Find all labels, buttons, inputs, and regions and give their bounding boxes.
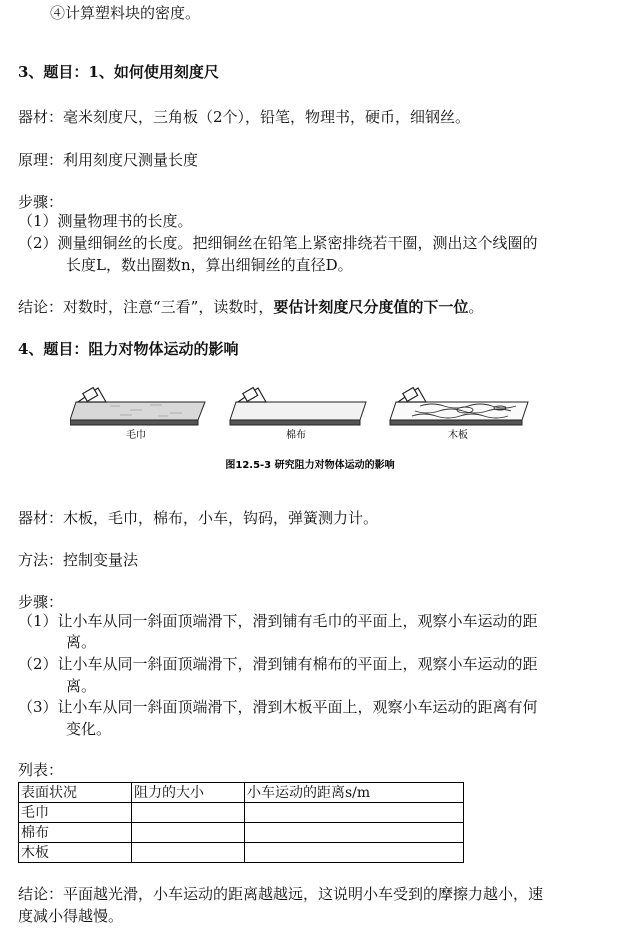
section-4-step-3: （3）让小车从同一斜面顶端滑下，滑到木板平面上，观察小车运动的距离有何 xyxy=(18,698,538,716)
section-3-step-2-cont: 长度L，数出圈数n，算出细铜丝的直径D。 xyxy=(66,256,353,274)
section-3-step-1: （1）测量物理书的长度。 xyxy=(18,212,193,230)
section-4-method: 方法：控制变量法 xyxy=(18,551,139,569)
row-cotton-resistance xyxy=(132,823,245,843)
conclusion-emphasis: 要估计刻度尺分度值的下一位 xyxy=(273,298,469,316)
section-4-equipment: 器材：木板，毛巾，棉布，小车，钩码，弹簧测力计。 xyxy=(18,509,379,527)
row-wood-resistance xyxy=(132,843,245,863)
section-4-step-2-cont: 离。 xyxy=(66,677,97,695)
label-wood: 木板 xyxy=(448,430,468,441)
table-header-row xyxy=(19,783,464,803)
header-resistance: 阻力的大小 xyxy=(132,783,245,803)
board-cotton xyxy=(230,388,366,425)
section-4-step-1-cont: 离。 xyxy=(66,633,97,651)
section-4-heading: 4、题目：阻力对物体运动的影响 xyxy=(18,340,239,358)
row-wood-distance xyxy=(245,843,464,863)
section-4-conclusion: 结论：平面越光滑，小车运动的距离越越远，这说明小车受到的摩擦力越小，速 xyxy=(18,885,544,903)
row-towel-surface: 毛巾 xyxy=(19,803,132,823)
table-row xyxy=(19,803,464,823)
section-4-conclusion-cont: 度减小得越慢。 xyxy=(18,907,124,925)
section-3-steps-label: 步骤： xyxy=(18,193,64,211)
table-label: 列表： xyxy=(18,761,64,779)
figure-caption: 图12.5-3 研究阻力对物体运动的影响 xyxy=(225,460,395,471)
row-cotton-distance xyxy=(245,823,464,843)
header-distance: 小车运动的距离s/m xyxy=(245,783,464,803)
section-3-heading: 3、题目：1、如何使用刻度尺 xyxy=(18,63,219,81)
header-surface: 表面状况 xyxy=(19,783,132,803)
row-towel-distance xyxy=(245,803,464,823)
section-4-step-3-cont: 变化。 xyxy=(66,720,112,738)
section-4-step-2: （2）让小车从同一斜面顶端滑下，滑到铺有棉布的平面上，观察小车运动的距 xyxy=(18,655,538,673)
board-towel xyxy=(70,388,205,425)
board-wood xyxy=(390,388,528,425)
section-3-principle: 原理：利用刻度尺测量长度 xyxy=(18,151,199,169)
conclusion-end: 。 xyxy=(468,298,484,316)
row-towel-resistance xyxy=(132,803,245,823)
label-cotton: 棉布 xyxy=(286,430,306,441)
section-4-steps-label: 步骤： xyxy=(18,593,64,611)
table-row xyxy=(19,823,464,843)
label-towel: 毛巾 xyxy=(126,430,146,441)
friction-experiment-figure xyxy=(70,372,550,472)
section-3-equipment: 器材：毫米刻度尺，三角板（2个），铅笔，物理书，硬币，细钢丝。 xyxy=(18,108,471,126)
section-3-step-2: （2）测量细铜丝的长度。把细铜丝在铅笔上紧密排绕若干圈，测出这个线圈的 xyxy=(18,234,538,252)
row-cotton-surface: 棉布 xyxy=(19,823,132,843)
table-row xyxy=(19,843,464,863)
row-wood-surface: 木板 xyxy=(19,843,132,863)
section-3-conclusion xyxy=(18,297,483,317)
step-4-density: ④计算塑料块的密度。 xyxy=(50,4,201,22)
conclusion-text: 结论：对数时，注意“三看”，读数时， xyxy=(18,298,274,316)
results-table xyxy=(18,782,464,863)
section-4-step-1: （1）让小车从同一斜面顶端滑下，滑到铺有毛巾的平面上，观察小车运动的距 xyxy=(18,612,538,630)
